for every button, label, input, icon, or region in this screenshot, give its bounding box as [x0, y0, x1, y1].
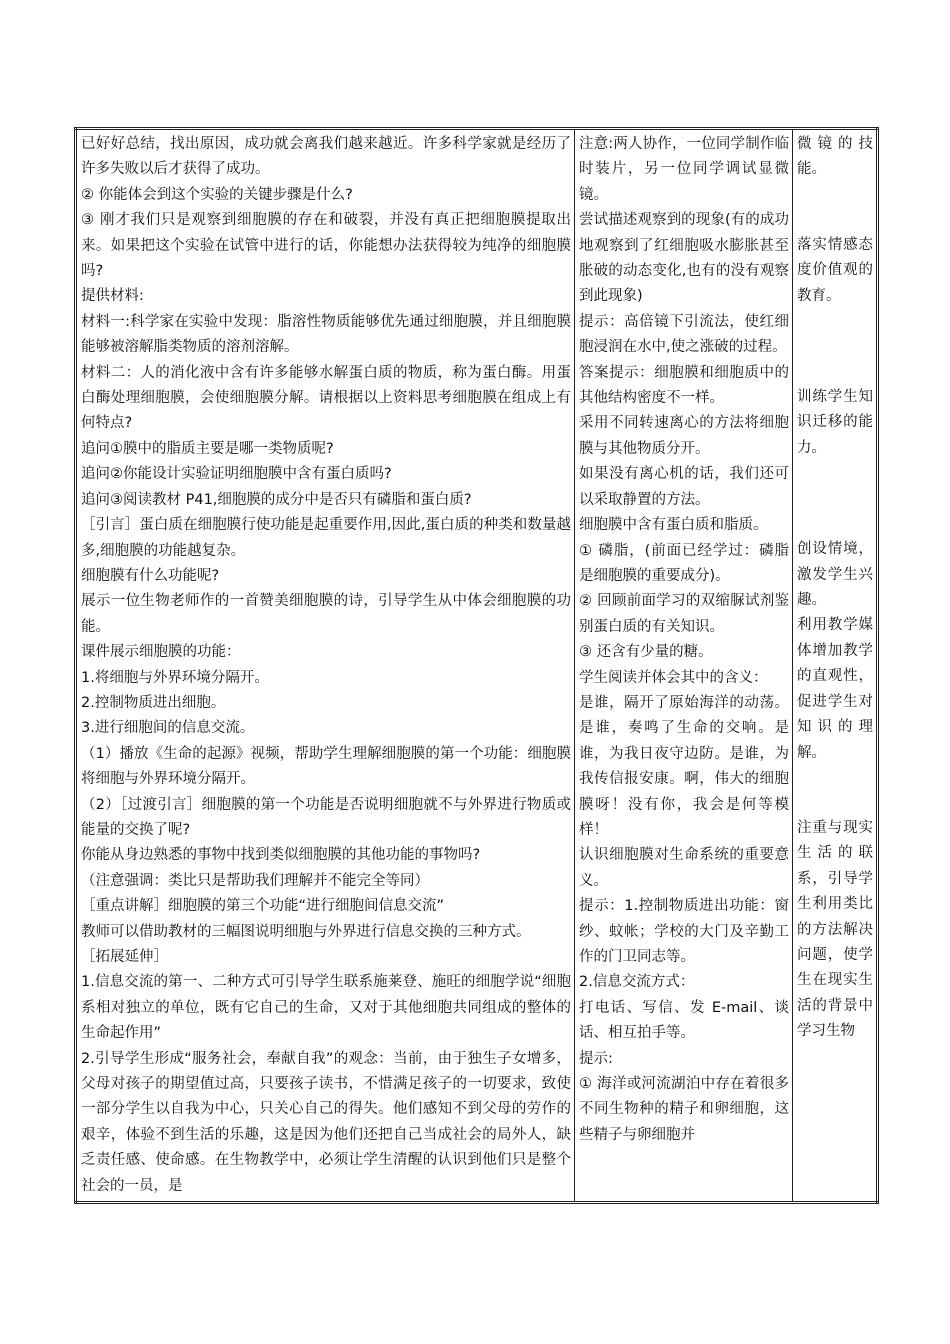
paragraph: 提供材料:: [81, 288, 144, 305]
paragraph: 是谁，隔开了原始海洋的动荡。是谁，奏鸣了生命的交响。是谁，为我日夜守边防。是谁，为我传信报安康。啊，伟大的细胞膜呀！没有你，我会是何等模样！: [579, 694, 789, 838]
paragraph: 3.进行细胞间的信息交流。: [81, 720, 255, 737]
paragraph: ① 海洋或河流湖泊中存在着很多不同生物种的精子和卵细胞，这些精子与卵细胞并: [579, 1076, 789, 1143]
paragraph: 如果没有离心机的话，我们还可以采取静置的方法。: [579, 466, 789, 508]
paragraph: 追问①膜中的脂质主要是哪一类物质呢?: [81, 440, 334, 457]
paragraph: 已好好总结，找出原因，成功就会离我们越来越近。许多科学家就是经历了许多失败以后才获得了成功。: [81, 136, 571, 178]
paragraph: ③ 还含有少量的糖。: [579, 644, 713, 661]
paragraph: 答案提示：细胞膜和细胞质中的其他结构密度不一样。: [579, 364, 789, 407]
paragraph: 2.信息交流方式：: [579, 974, 695, 991]
paragraph: 打电话、写信、发 E-mail、谈话、相互拍手等。: [579, 999, 789, 1042]
paragraph: ② 回顾前面学习的双缩脲试剂鉴别蛋白质的有关知识。: [579, 593, 789, 635]
paragraph: 1.信息交流的第一、二种方式可引导学生联系施莱登、施旺的细胞学说“细胞系相对独立的单位，既有它自己的生命，又对于其他细胞共同组成的整体的生命起作用”: [81, 974, 571, 1042]
lesson-plan-table: [74, 127, 879, 1204]
paragraph: 你能从身边熟悉的事物中找到类似细胞膜的其他功能的事物吗?: [81, 847, 481, 864]
paragraph: ③ 刚才我们只是观察到细胞膜的存在和破裂，并没有真正把细胞膜提取出来。如果把这个实验在试管中进行的话，你能想办法获得较为纯净的细胞膜吗?: [81, 212, 571, 280]
paragraph: 课件展示细胞膜的功能：: [81, 644, 241, 661]
paragraph: 训练学生知识迁移的能力。: [797, 389, 873, 456]
paragraph: ［重点讲解］细胞膜的第三个功能“进行细胞间信息交流”: [81, 898, 445, 915]
paragraph: 提示:: [579, 1050, 613, 1067]
paragraph: 细胞膜中含有蛋白质和脂质。: [579, 517, 768, 534]
paragraph: ① 磷脂，(前面已经学过：磷脂是细胞膜的重要成分)。: [579, 542, 789, 584]
spacer: [797, 309, 873, 385]
paragraph: ② 你能体会到这个实验的关键步骤是什么?: [81, 186, 353, 203]
paragraph: 追问③阅读教材 P41,细胞膜的成分中是否只有磷脂和蛋白质?: [81, 491, 472, 508]
paragraph: 采用不同转速离心的方法将细胞膜与其他物质分开。: [579, 415, 789, 457]
paragraph: 利用教学媒体增加教学的直观性，促进学生对知识的理解。: [797, 617, 873, 761]
paragraph: 创设情境，激发学生兴趣。: [797, 541, 873, 609]
paragraph: （1）播放《生命的起源》视频，帮助学生理解细胞膜的第一个功能：细胞膜将细胞与外界环境分隔开。: [81, 745, 571, 788]
paragraph: 追问②你能设计实验证明细胞膜中含有蛋白质吗?: [81, 466, 392, 483]
paragraph: 1.将细胞与外界环境分隔开。: [81, 669, 269, 686]
paragraph: 2.控制物质进出细胞。: [81, 694, 226, 711]
paragraph: ［拓展延伸］: [81, 949, 168, 965]
paragraph: 材料一:科学家在实验中发现：脂溶性物质能够优先通过细胞膜，并且细胞膜能够被溶解脂类物质的溶剂溶解。: [81, 313, 571, 356]
paragraph: 注意:两人协作，一位同学制作临时装片，另一位同学调试显微镜。: [579, 136, 789, 203]
spacer: [797, 766, 873, 816]
paragraph: 提示：高倍镜下引流法，使红细胞浸润在水中,使之涨破的过程。: [579, 313, 789, 356]
paragraph: （注意强调：类比只是帮助我们理解并不能完全等同）: [81, 872, 429, 889]
paragraph: （2）［过渡引言］细胞膜的第一个功能是否说明细胞就不与外界进行物质或能量的交换了呢?: [81, 796, 571, 838]
paragraph: 注重与现实生活的联系，引导学生利用类比的方法解决问题，使学生在现实生活的背景中学习生物: [797, 819, 873, 1040]
student-activity-cell: [575, 129, 793, 1203]
paragraph: 学生阅读并体会其中的含义：: [579, 669, 768, 686]
design-intent-cell: [793, 129, 878, 1203]
paragraph: ［引言］蛋白质在细胞膜行使功能是起重要作用,因此,蛋白质的种类和数量越多,细胞膜的功能越复杂。: [81, 517, 571, 559]
paragraph: 微镜的技能。: [797, 136, 873, 178]
paragraph: 教师可以借助教材的三幅图说明细胞与外界进行信息交换的三种方式。: [81, 923, 531, 940]
table-row: [76, 129, 878, 1203]
spacer: [797, 461, 873, 537]
paragraph: 材料二：人的消化液中含有许多能够水解蛋白质的物质，称为蛋白酶。用蛋白酶处理细胞膜，会使细胞膜分解。请根据以上资料思考细胞膜在组成上有何特点?: [81, 364, 571, 432]
teacher-activity-cell: [76, 129, 575, 1203]
paragraph: 尝试描述观察到的现象(有的成功地观察到了红细胞吸水膨胀甚至胀破的动态变化,也有的没有观察到此现象): [579, 212, 789, 305]
paragraph: 认识细胞膜对生命系统的重要意义。: [579, 847, 789, 889]
paragraph: 2.引导学生形成“服务社会，奉献自我”的观念：当前，由于独生子女增多，父母对孩子的期望值过高，只要孩子读书，不惜满足孩子的一切要求，致使一部分学生以自我为中心，只关心自己的得失。他们感知不到父母的劳作的艰辛，体验不到生活的乐趣，这是因为他们还把自己当成社会的局外人，缺乏责任感、使命感。在生物教学中，必须让学生清醒的认识到他们只是整个社会的一员，是: [81, 1050, 571, 1194]
paragraph: 展示一位生物老师作的一首赞美细胞膜的诗，引导学生从中体会细胞膜的功能。: [81, 593, 571, 635]
paragraph: 落实情感态度价值观的教育。: [797, 236, 873, 304]
spacer: [797, 183, 873, 233]
paragraph: 细胞膜有什么功能呢?: [81, 567, 220, 584]
paragraph: 提示：1.控制物质进出功能：窗纱、蚊帐；学校的大门及辛勤工作的门卫同志等。: [579, 898, 789, 965]
